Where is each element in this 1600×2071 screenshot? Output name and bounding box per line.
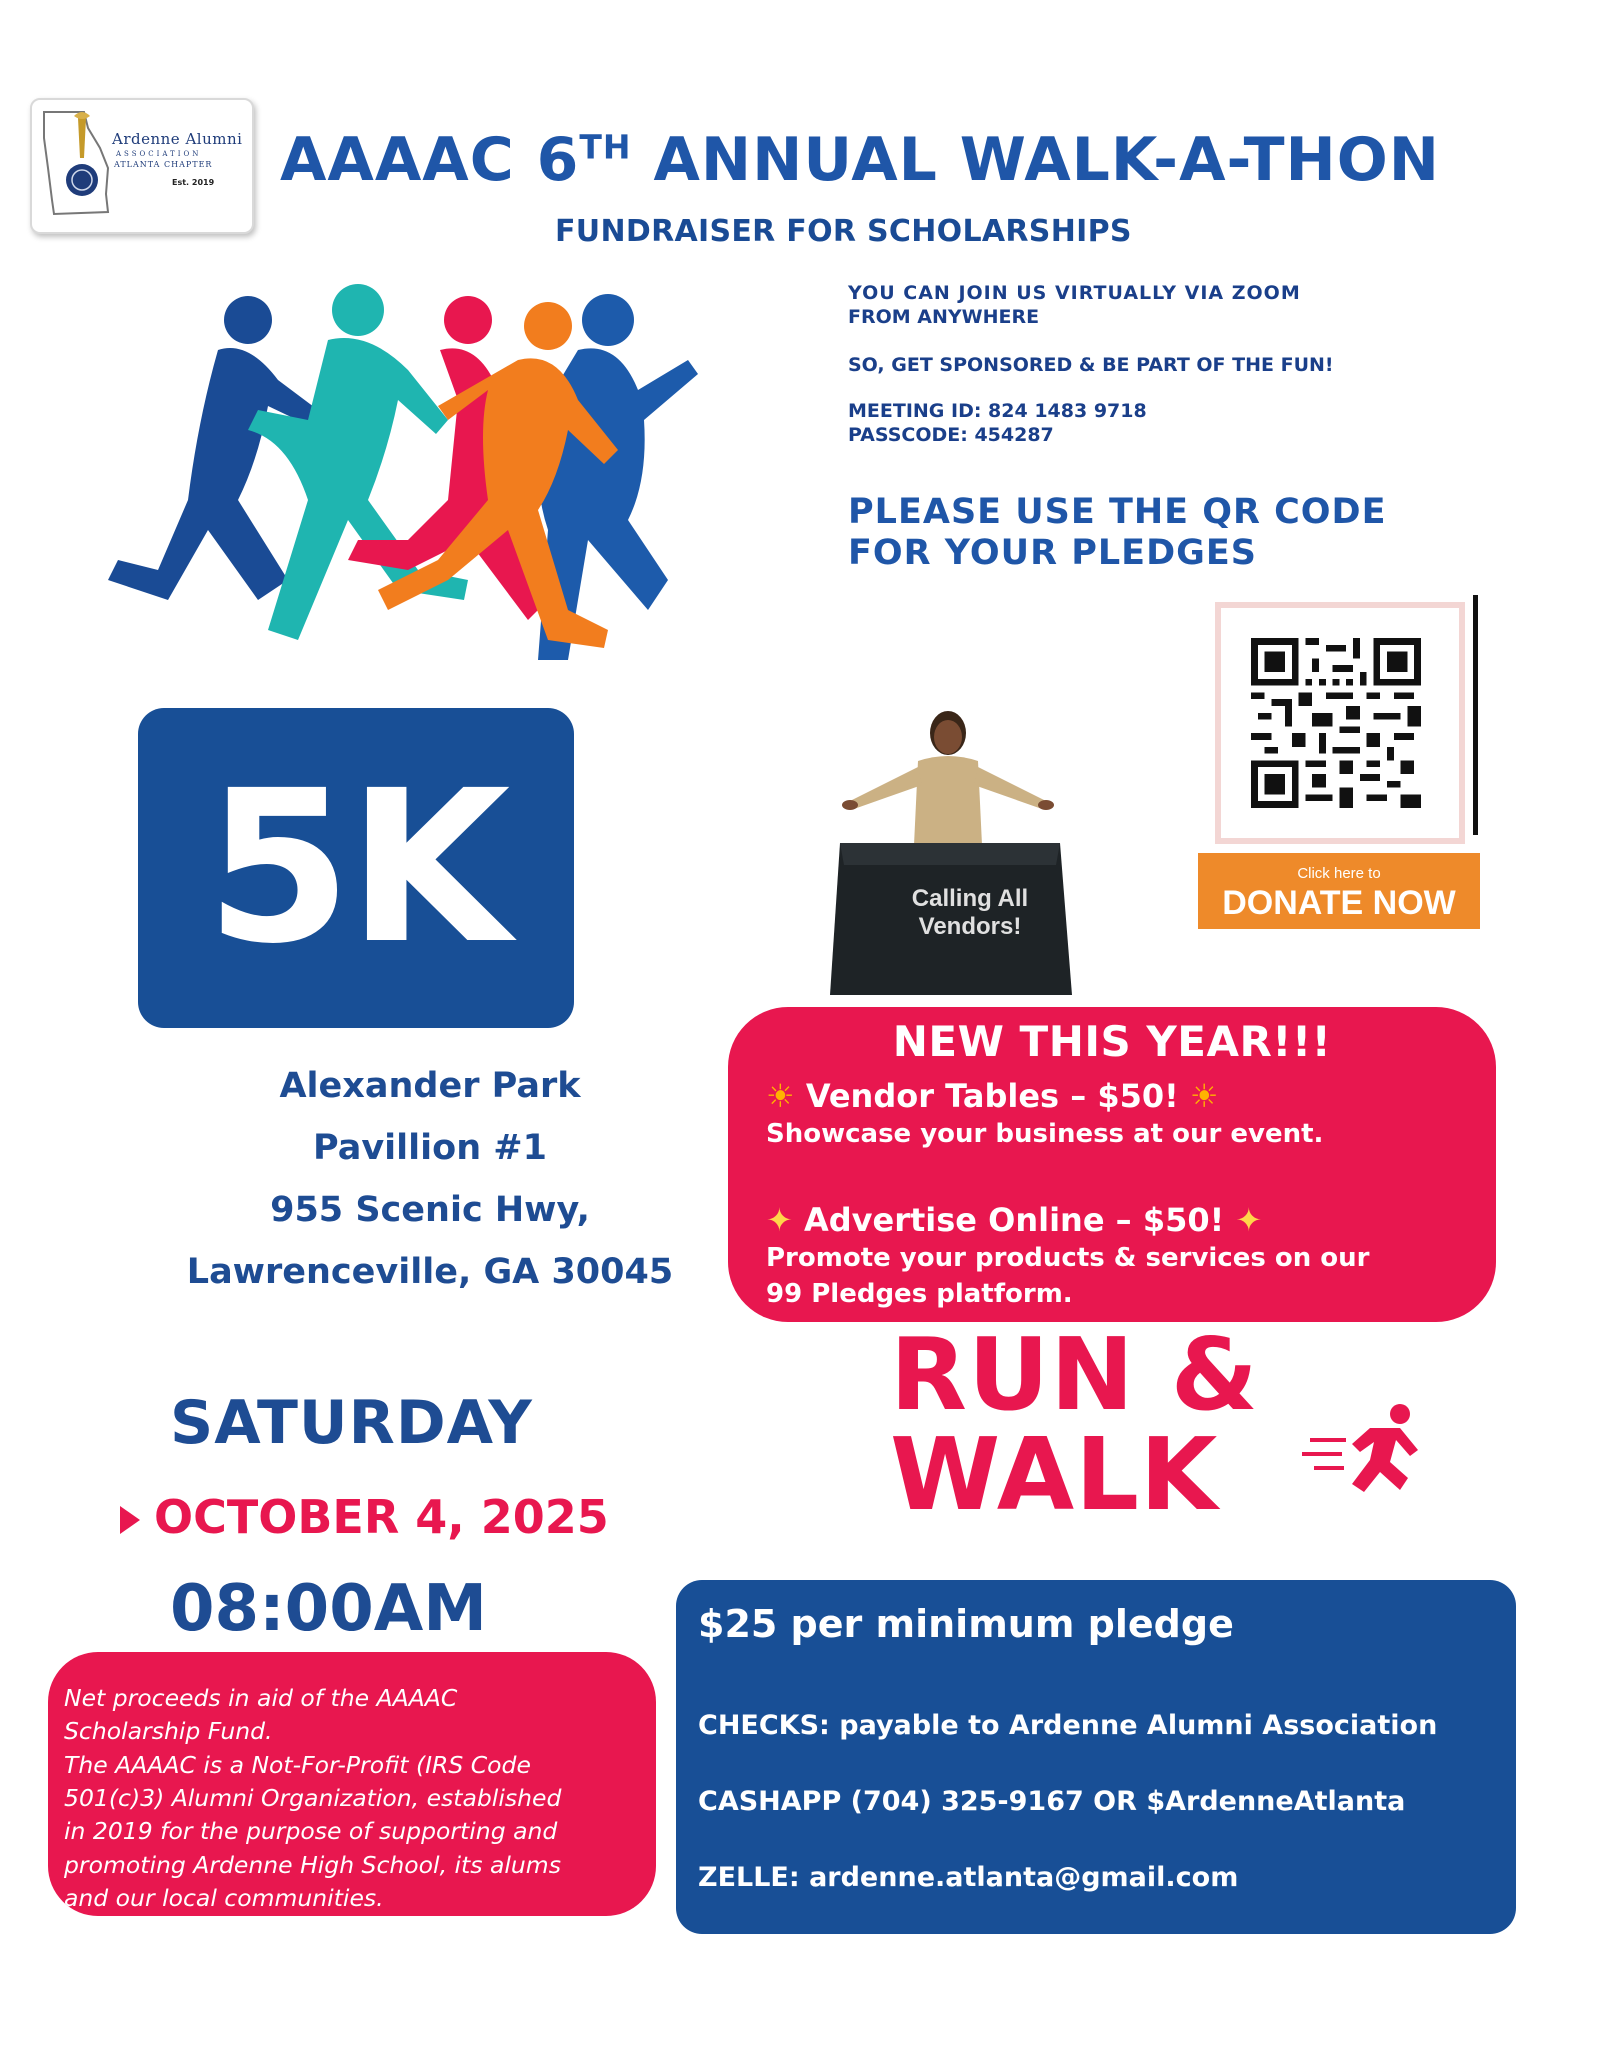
page-subtitle: FUNDRAISER FOR SCHOLARSHIPS: [555, 214, 1132, 249]
new-this-year-title: NEW THIS YEAR!!!: [892, 1017, 1332, 1066]
vendor-tables-body: Showcase your business at our event.: [766, 1119, 1324, 1149]
qr-code-icon[interactable]: [1251, 638, 1421, 808]
advertise-body-line1: Promote your products & services on our: [766, 1243, 1370, 1273]
event-day: SATURDAY: [170, 1388, 533, 1458]
distance-badge: 5K: [138, 708, 574, 1028]
qr-frame-shadow: [1473, 595, 1478, 835]
advertise-heading: ✦ Advertise Online – $50! ✦: [766, 1201, 1263, 1239]
vendor-banner-text: Calling All Vendors!: [911, 885, 1029, 940]
event-time: 08:00AM: [170, 1572, 487, 1646]
zelle-info: ZELLE: ardenne.atlanta@gmail.com: [698, 1862, 1239, 1893]
passcode: PASSCODE: 454287: [848, 424, 1054, 446]
cashapp-info: CASHAPP (704) 325-9167 OR $ArdenneAtlanta: [698, 1786, 1406, 1817]
vendor-tables-heading: ☀ Vendor Tables – $50! ☀: [766, 1077, 1219, 1115]
qr-code-frame[interactable]: [1215, 602, 1465, 844]
park-name: Alexander Park: [279, 1066, 581, 1106]
sun-icon: ☀: [1189, 1077, 1219, 1115]
donate-small-text: Click here to: [1297, 865, 1381, 882]
proceeds-text: Net proceeds in aid of the AAAAC Scholarship Fund. The AAAAC is a Not-For-Profit (IRS Code 501(c)3) Alumni Organization, established in 2019 for the purpose of supporting and promoting Ardenne High School, its alums and our local communities.: [64, 1684, 562, 1913]
donate-now-button[interactable]: [1198, 853, 1480, 929]
meeting-id: MEETING ID: 824 1483 9718: [848, 400, 1147, 422]
advertise-body-line2: 99 Pledges platform.: [766, 1279, 1073, 1309]
sponsor-text: SO, GET SPONSORED & BE PART OF THE FUN!: [848, 354, 1334, 376]
georgia-map-icon: [38, 108, 118, 220]
vendor-illustration: [810, 705, 1130, 1005]
street-address: 955 Scenic Hwy,: [270, 1190, 590, 1230]
logo-association: ASSOCIATION: [116, 150, 202, 158]
city-address: Lawrenceville, GA 30045: [186, 1252, 674, 1292]
arrow-right-icon: [120, 1506, 140, 1534]
sparkle-icon: ✦: [1235, 1201, 1263, 1239]
page-title: AAAAC 6TH ANNUAL WALK-A-THON: [280, 125, 1440, 195]
proceeds-box: [48, 1652, 656, 1916]
ardenne-alumni-logo: [30, 98, 254, 234]
qr-prompt: PLEASE USE THE QR CODE FOR YOUR PLEDGES: [848, 492, 1387, 574]
zoom-info-line1: YOU CAN JOIN US VIRTUALLY VIA ZOOM: [848, 282, 1301, 304]
sprinter-icon: [1300, 1398, 1430, 1508]
runners-illustration: [48, 280, 728, 680]
sparkle-icon: ✦: [766, 1201, 793, 1239]
sun-icon: ☀: [766, 1077, 795, 1115]
logo-chapter: ATLANTA CHAPTER: [114, 160, 213, 169]
donate-big-text: DONATE NOW: [1222, 884, 1456, 922]
logo-est: Est. 2019: [172, 178, 215, 187]
vendor-person-icon: [810, 705, 1130, 1005]
checks-info: CHECKS: payable to Ardenne Alumni Association: [698, 1710, 1438, 1741]
pledge-box: [676, 1580, 1516, 1934]
zoom-info-line2: FROM ANYWHERE: [848, 306, 1040, 328]
event-date: OCTOBER 4, 2025: [154, 1490, 609, 1544]
run-walk-heading: RUN & WALK: [890, 1316, 1259, 1533]
logo-name: Ardenne Alumni: [112, 130, 243, 148]
pavilion: Pavillion #1: [313, 1128, 547, 1168]
new-this-year-box: [728, 1007, 1496, 1322]
pledge-headline: $25 per minimum pledge: [698, 1602, 1234, 1646]
